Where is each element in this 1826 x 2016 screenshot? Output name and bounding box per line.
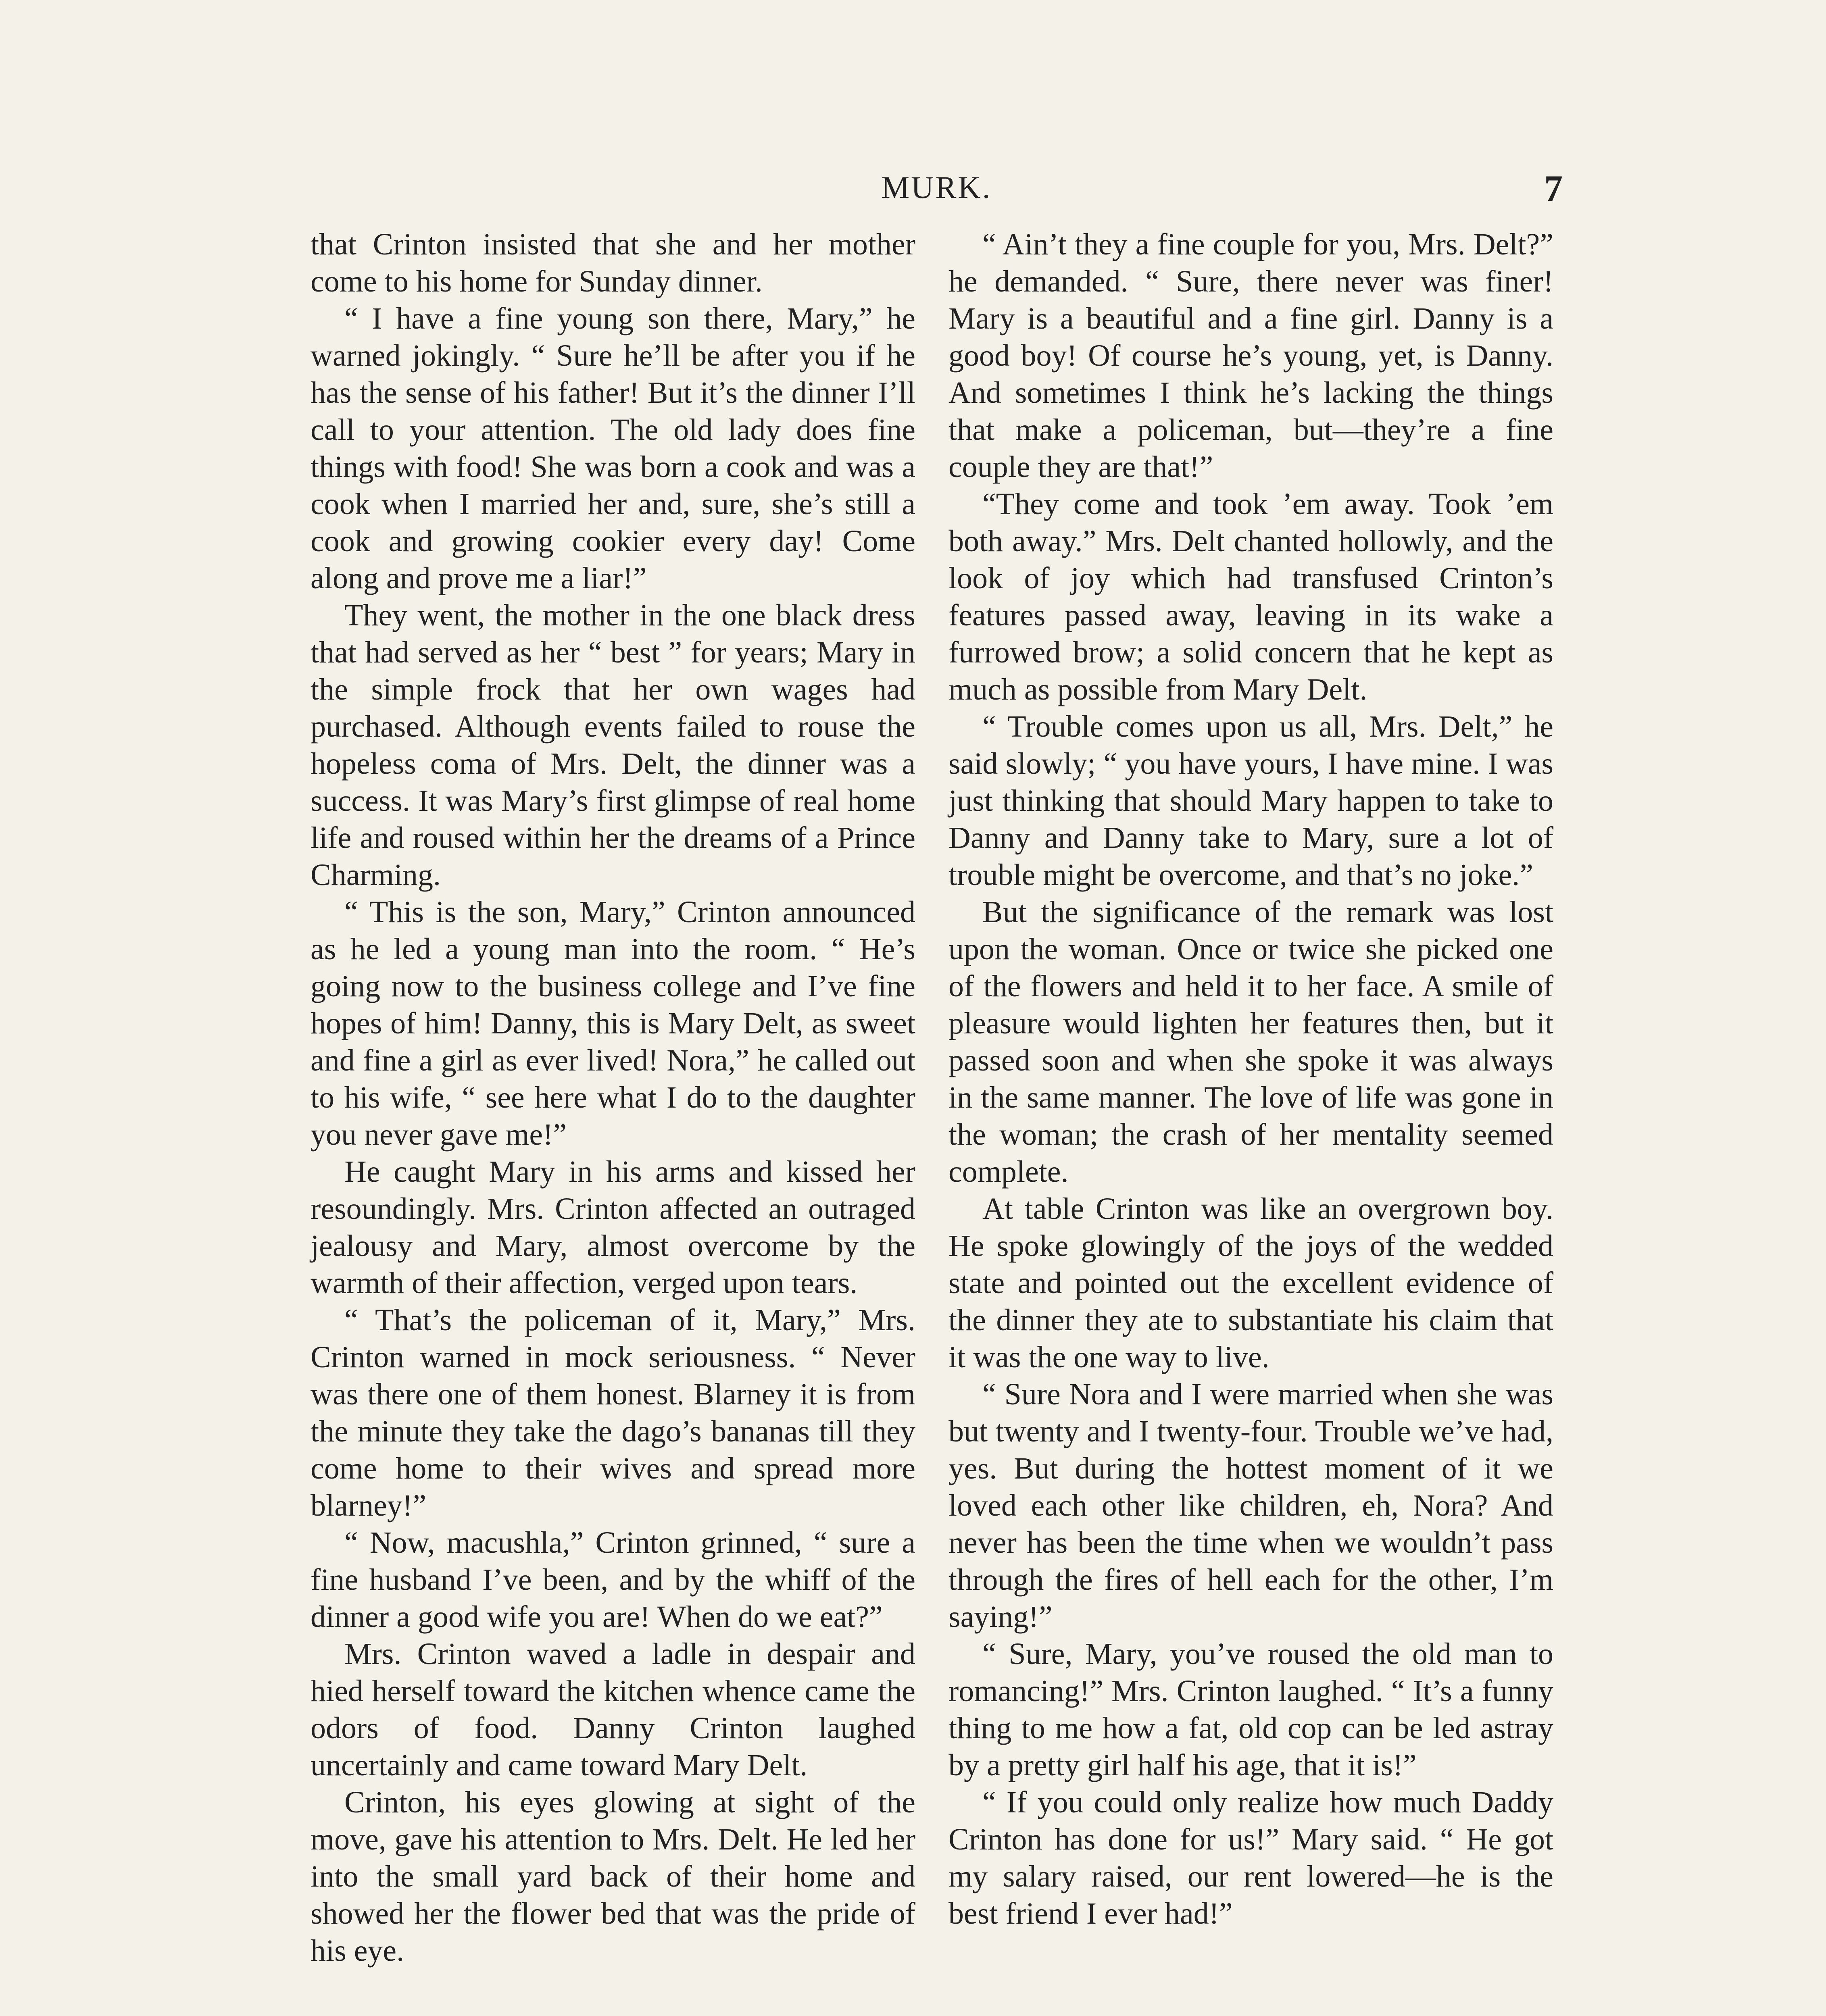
paragraph: They went, the mother in the one black dress that had served as her “ best ” for years; Mary in the simple frock that her own wages had purchased. Although events failed to rouse the hopeless coma of Mrs. Delt, the dinner was a success. It was Mary’s first glimpse of real home life and roused within her the dreams of a Prince Charming. — [311, 598, 915, 892]
paragraph: “ I have a fine young son there, Mary,” he warned jokingly. “ Sure he’ll be after you if he has the sense of his father! But it’s the dinner I’ll call to your attention. The old lady does fine things with food! She was born a cook and was a cook when I married her and, sure, she’s still a cook and growing cookier every day! Come along and prove me a liar!” — [311, 302, 915, 595]
paragraph: At table Crinton was like an overgrown boy. He spoke glowingly of the joys of the wedded state and pointed out the excellent evidence of the dinner they ate to substantiate his claim that it was the one way to live. — [948, 1192, 1553, 1374]
paragraph: “ Sure Nora and I were married when she was but twenty and I twenty-four. Trouble we’ve had, yes. But during the hottest moment of it we loved each other like children, eh, Nora? And never has been the time when we wouldn’t pass through the fires of hell each for the other, I’m saying!” — [948, 1377, 1553, 1634]
right-column — [948, 226, 1553, 1932]
paragraph: He caught Mary in his arms and kissed her resoundingly. Mrs. Crinton affected an outraged jealousy and Mary, almost overcome by the warmth of their affection, verged upon tears. — [311, 1155, 915, 1300]
paragraph: “They come and took ’em away. Took ’em both away.” Mrs. Delt chanted hollowly, and the look of joy which had transfused Crinton’s features passed away, leaving in its wake a furrowed brow; a solid concern that he kept as much as possible from Mary Delt. — [948, 487, 1553, 706]
paragraph: “ That’s the policeman of it, Mary,” Mrs. Crinton warned in mock seriousness. “ Never was there one of them honest. Blarney it is from the minute they take the dago’s bananas till they come home to their wives and spread more blarney!” — [311, 1303, 915, 1522]
paragraph: “ Sure, Mary, you’ve roused the old man to romancing!” Mrs. Crinton laughed. “ It’s a funny thing to me how a fat, old cop can be led astray by a pretty girl half his age, that it is!” — [948, 1637, 1553, 1782]
paragraph: “ Trouble comes upon us all, Mrs. Delt,” he said slowly; “ you have yours, I have mine. I was just thinking that should Mary happen to take to Danny and Danny take to Mary, sure a lot of trouble might be overcome, and that’s no joke.” — [948, 710, 1553, 892]
paragraph: “ If you could only realize how much Daddy Crinton has done for us!” Mary said. “ He got my salary raised, our rent lowered—he is the best friend I ever had!” — [948, 1785, 1553, 1931]
paragraph: “ Now, macushla,” Crinton grinned, “ sure a fine husband I’ve been, and by the whiff of the dinner a good wife you are! When do we eat?” — [311, 1526, 915, 1634]
running-title: MURK. — [881, 170, 992, 205]
paragraph: Crinton, his eyes glowing at sight of the move, gave his attention to Mrs. Delt. He led her into the small yard back of their home and showed her the flower bed that was the pride of his eye. — [311, 1785, 915, 1968]
page-header — [311, 169, 1563, 214]
paragraph: “ Ain’t they a fine couple for you, Mrs. Delt?” he demanded. “ Sure, there never was finer! Mary is a beautiful and a fine girl. Danny is a good boy! Of course he’s young, yet, is Danny. And sometimes I think he’s lacking the things that make a policeman, but—they’re a fine couple they are that!” — [948, 227, 1553, 484]
paragraph: But the significance of the remark was lost upon the woman. Once or twice she picked one of the flowers and held it to her face. A smile of pleasure would lighten her features then, but it passed soon and when she spoke it was always in the same manner. The love of life was gone in the woman; the crash of her mentality seemed complete. — [948, 895, 1553, 1189]
page-number: 7 — [1544, 168, 1563, 209]
paragraph: Mrs. Crinton waved a ladle in despair and hied herself toward the kitchen whence came the odors of food. Danny Crinton laughed uncertainly and came toward Mary Delt. — [311, 1637, 915, 1782]
left-column — [311, 226, 915, 1969]
paragraph: “ This is the son, Mary,” Crinton announced as he led a young man into the room. “ He’s going now to the business college and I’ve fine hopes of him! Danny, this is Mary Delt, as sweet and fine a girl as ever lived! Nora,” he called out to his wife, “ see here what I do to the daughter you never gave me!” — [311, 895, 915, 1152]
paragraph: that Crinton insisted that she and her mother come to his home for Sunday dinner. — [311, 227, 915, 298]
